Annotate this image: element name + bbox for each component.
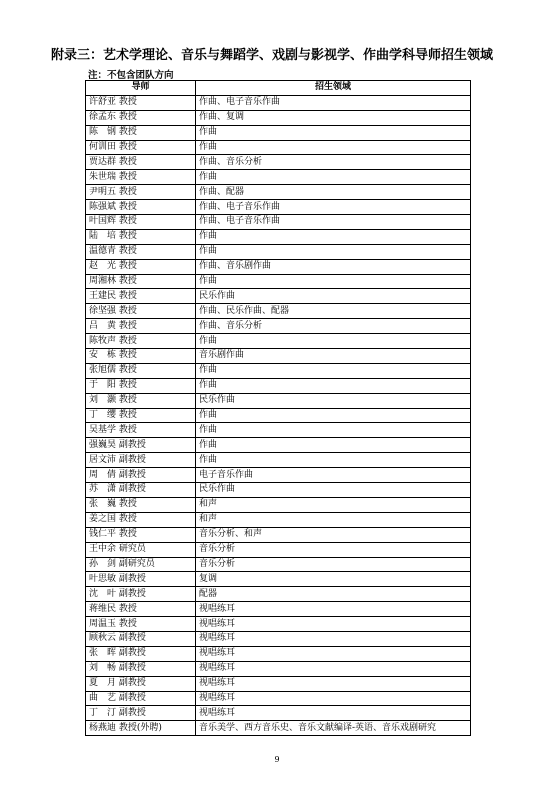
table-row	[86, 274, 471, 289]
field-cell: 作曲	[196, 140, 471, 155]
advisor-cell: 张旭儒 教授	[86, 363, 196, 378]
table-row	[86, 512, 471, 527]
advisor-cell: 陈牧声 教授	[86, 334, 196, 349]
advisor-cell: 徐坚强 教授	[86, 304, 196, 319]
table-row	[86, 244, 471, 259]
field-cell: 视唱练耳	[196, 676, 471, 691]
advisor-cell: 孙 剑 副研究员	[86, 557, 196, 572]
table-row	[86, 706, 471, 721]
advisor-cell: 张 巍 教授	[86, 497, 196, 512]
table-row	[86, 319, 471, 334]
advisor-cell: 赵 光 教授	[86, 259, 196, 274]
advisor-cell: 曲 艺 副教授	[86, 691, 196, 706]
field-cell: 作曲	[196, 438, 471, 453]
table-note: 注：不包含团队方向	[88, 70, 174, 81]
field-cell: 民乐作曲	[196, 483, 471, 498]
field-cell: 音乐分析	[196, 542, 471, 557]
advisor-cell: 许舒亚 教授	[86, 95, 196, 110]
table-row	[86, 363, 471, 378]
advisor-cell: 吴基学 教授	[86, 423, 196, 438]
advisor-cell: 杨燕迪 教授(外聘)	[86, 721, 196, 736]
page-number: 9	[274, 755, 280, 764]
table-row	[86, 200, 471, 215]
advisor-cell: 刘 灏 教授	[86, 393, 196, 408]
table-row	[86, 229, 471, 244]
advisor-cell: 周 倩 副教授	[86, 468, 196, 483]
advisor-cell: 温德青 教授	[86, 244, 196, 259]
advisor-cell: 贾达群 教授	[86, 155, 196, 170]
advisor-cell: 钱仁平 教授	[86, 527, 196, 542]
table-row	[86, 289, 471, 304]
advisor-cell: 朱世瑞 教授	[86, 170, 196, 185]
table-row	[86, 423, 471, 438]
table-row	[86, 721, 471, 736]
table-row	[86, 334, 471, 349]
field-cell: 作曲	[196, 334, 471, 349]
table-row	[86, 587, 471, 602]
advisor-cell: 顾秋云 副教授	[86, 631, 196, 646]
field-cell: 民乐作曲	[196, 393, 471, 408]
table-row	[86, 95, 471, 110]
field-cell: 作曲、电子音乐作曲	[196, 215, 471, 230]
field-cell: 视唱练耳	[196, 706, 471, 721]
field-cell: 作曲	[196, 363, 471, 378]
field-cell: 作曲、复调	[196, 110, 471, 125]
field-cell: 电子音乐作曲	[196, 468, 471, 483]
table-row	[86, 185, 471, 200]
field-cell: 作曲、音乐剧作曲	[196, 259, 471, 274]
field-cell: 作曲、音乐分析	[196, 319, 471, 334]
table-row	[86, 304, 471, 319]
advisor-cell: 叶国辉 教授	[86, 215, 196, 230]
advisor-cell: 苏 潇 副教授	[86, 483, 196, 498]
field-cell: 音乐美学、西方音乐史、音乐文献编译-英语、音乐戏剧研究	[196, 721, 471, 736]
advisor-table	[85, 80, 471, 736]
table-row	[86, 259, 471, 274]
field-cell: 作曲	[196, 453, 471, 468]
advisor-cell: 周温玉 教授	[86, 617, 196, 632]
advisor-cell: 尹明五 教授	[86, 185, 196, 200]
column-header-advisor: 导师	[86, 81, 196, 96]
advisor-cell: 丁 缨 教授	[86, 408, 196, 423]
table-row	[86, 542, 471, 557]
table-row	[86, 378, 471, 393]
field-cell: 视唱练耳	[196, 661, 471, 676]
field-cell: 作曲、电子音乐作曲	[196, 200, 471, 215]
field-cell: 音乐剧作曲	[196, 349, 471, 364]
field-cell: 视唱练耳	[196, 602, 471, 617]
table-row	[86, 631, 471, 646]
field-cell: 视唱练耳	[196, 617, 471, 632]
advisor-cell: 刘 畅 副教授	[86, 661, 196, 676]
table-row	[86, 393, 471, 408]
column-header-field: 招生领域	[196, 81, 471, 96]
table-row	[86, 438, 471, 453]
advisor-cell: 安 栋 教授	[86, 349, 196, 364]
advisor-cell: 徐孟东 教授	[86, 110, 196, 125]
advisor-cell: 强巍昊 副教授	[86, 438, 196, 453]
advisor-cell: 居文沛 副教授	[86, 453, 196, 468]
field-cell: 作曲、配器	[196, 185, 471, 200]
field-cell: 音乐分析	[196, 557, 471, 572]
table-row	[86, 617, 471, 632]
table-row	[86, 661, 471, 676]
table-row	[86, 110, 471, 125]
table-row	[86, 349, 471, 364]
advisor-cell: 吕 黄 教授	[86, 319, 196, 334]
advisor-cell: 张 晖 副教授	[86, 646, 196, 661]
table-row	[86, 215, 471, 230]
advisor-cell: 周湘林 教授	[86, 274, 196, 289]
field-cell: 作曲	[196, 229, 471, 244]
field-cell: 作曲	[196, 125, 471, 140]
field-cell: 作曲	[196, 408, 471, 423]
table-row	[86, 602, 471, 617]
field-cell: 和声	[196, 512, 471, 527]
advisor-cell: 陈强斌 教授	[86, 200, 196, 215]
page-title: 附录三：艺术学理论、音乐与舞蹈学、戏剧与影视学、作曲学科导师招生领域	[51, 48, 494, 63]
table-row	[86, 408, 471, 423]
field-cell: 作曲、电子音乐作曲	[196, 95, 471, 110]
advisor-cell: 姜之国 教授	[86, 512, 196, 527]
table-row	[86, 497, 471, 512]
field-cell: 作曲	[196, 170, 471, 185]
advisor-cell: 陈 钢 教授	[86, 125, 196, 140]
field-cell: 作曲	[196, 244, 471, 259]
field-cell: 民乐作曲	[196, 289, 471, 304]
advisor-cell: 夏 月 副教授	[86, 676, 196, 691]
advisor-cell: 蒋维民 教授	[86, 602, 196, 617]
advisor-cell: 沈 叶 副教授	[86, 587, 196, 602]
table-row	[86, 140, 471, 155]
field-cell: 配器	[196, 587, 471, 602]
table-row	[86, 572, 471, 587]
advisor-cell: 陆 培 教授	[86, 229, 196, 244]
field-cell: 视唱练耳	[196, 691, 471, 706]
field-cell: 音乐分析、和声	[196, 527, 471, 542]
advisor-cell: 叶思敏 副教授	[86, 572, 196, 587]
advisor-cell: 何训田 教授	[86, 140, 196, 155]
field-cell: 和声	[196, 497, 471, 512]
table-row	[86, 468, 471, 483]
table-row	[86, 691, 471, 706]
table-row	[86, 125, 471, 140]
table-row	[86, 170, 471, 185]
field-cell: 作曲、音乐分析	[196, 155, 471, 170]
table-row	[86, 155, 471, 170]
field-cell: 作曲、民乐作曲、配器	[196, 304, 471, 319]
table-body	[86, 95, 471, 735]
field-cell: 复调	[196, 572, 471, 587]
table-row	[86, 527, 471, 542]
advisor-cell: 于 阳 教授	[86, 378, 196, 393]
table-header-row	[86, 81, 471, 96]
table-row	[86, 453, 471, 468]
advisor-cell: 王建民 教授	[86, 289, 196, 304]
field-cell: 视唱练耳	[196, 646, 471, 661]
table-row	[86, 646, 471, 661]
field-cell: 作曲	[196, 274, 471, 289]
advisor-cell: 丁 汀 副教授	[86, 706, 196, 721]
table-row	[86, 483, 471, 498]
table-row	[86, 557, 471, 572]
table-row	[86, 676, 471, 691]
advisor-cell: 王中余 研究员	[86, 542, 196, 557]
field-cell: 视唱练耳	[196, 631, 471, 646]
field-cell: 作曲	[196, 423, 471, 438]
field-cell: 作曲	[196, 378, 471, 393]
